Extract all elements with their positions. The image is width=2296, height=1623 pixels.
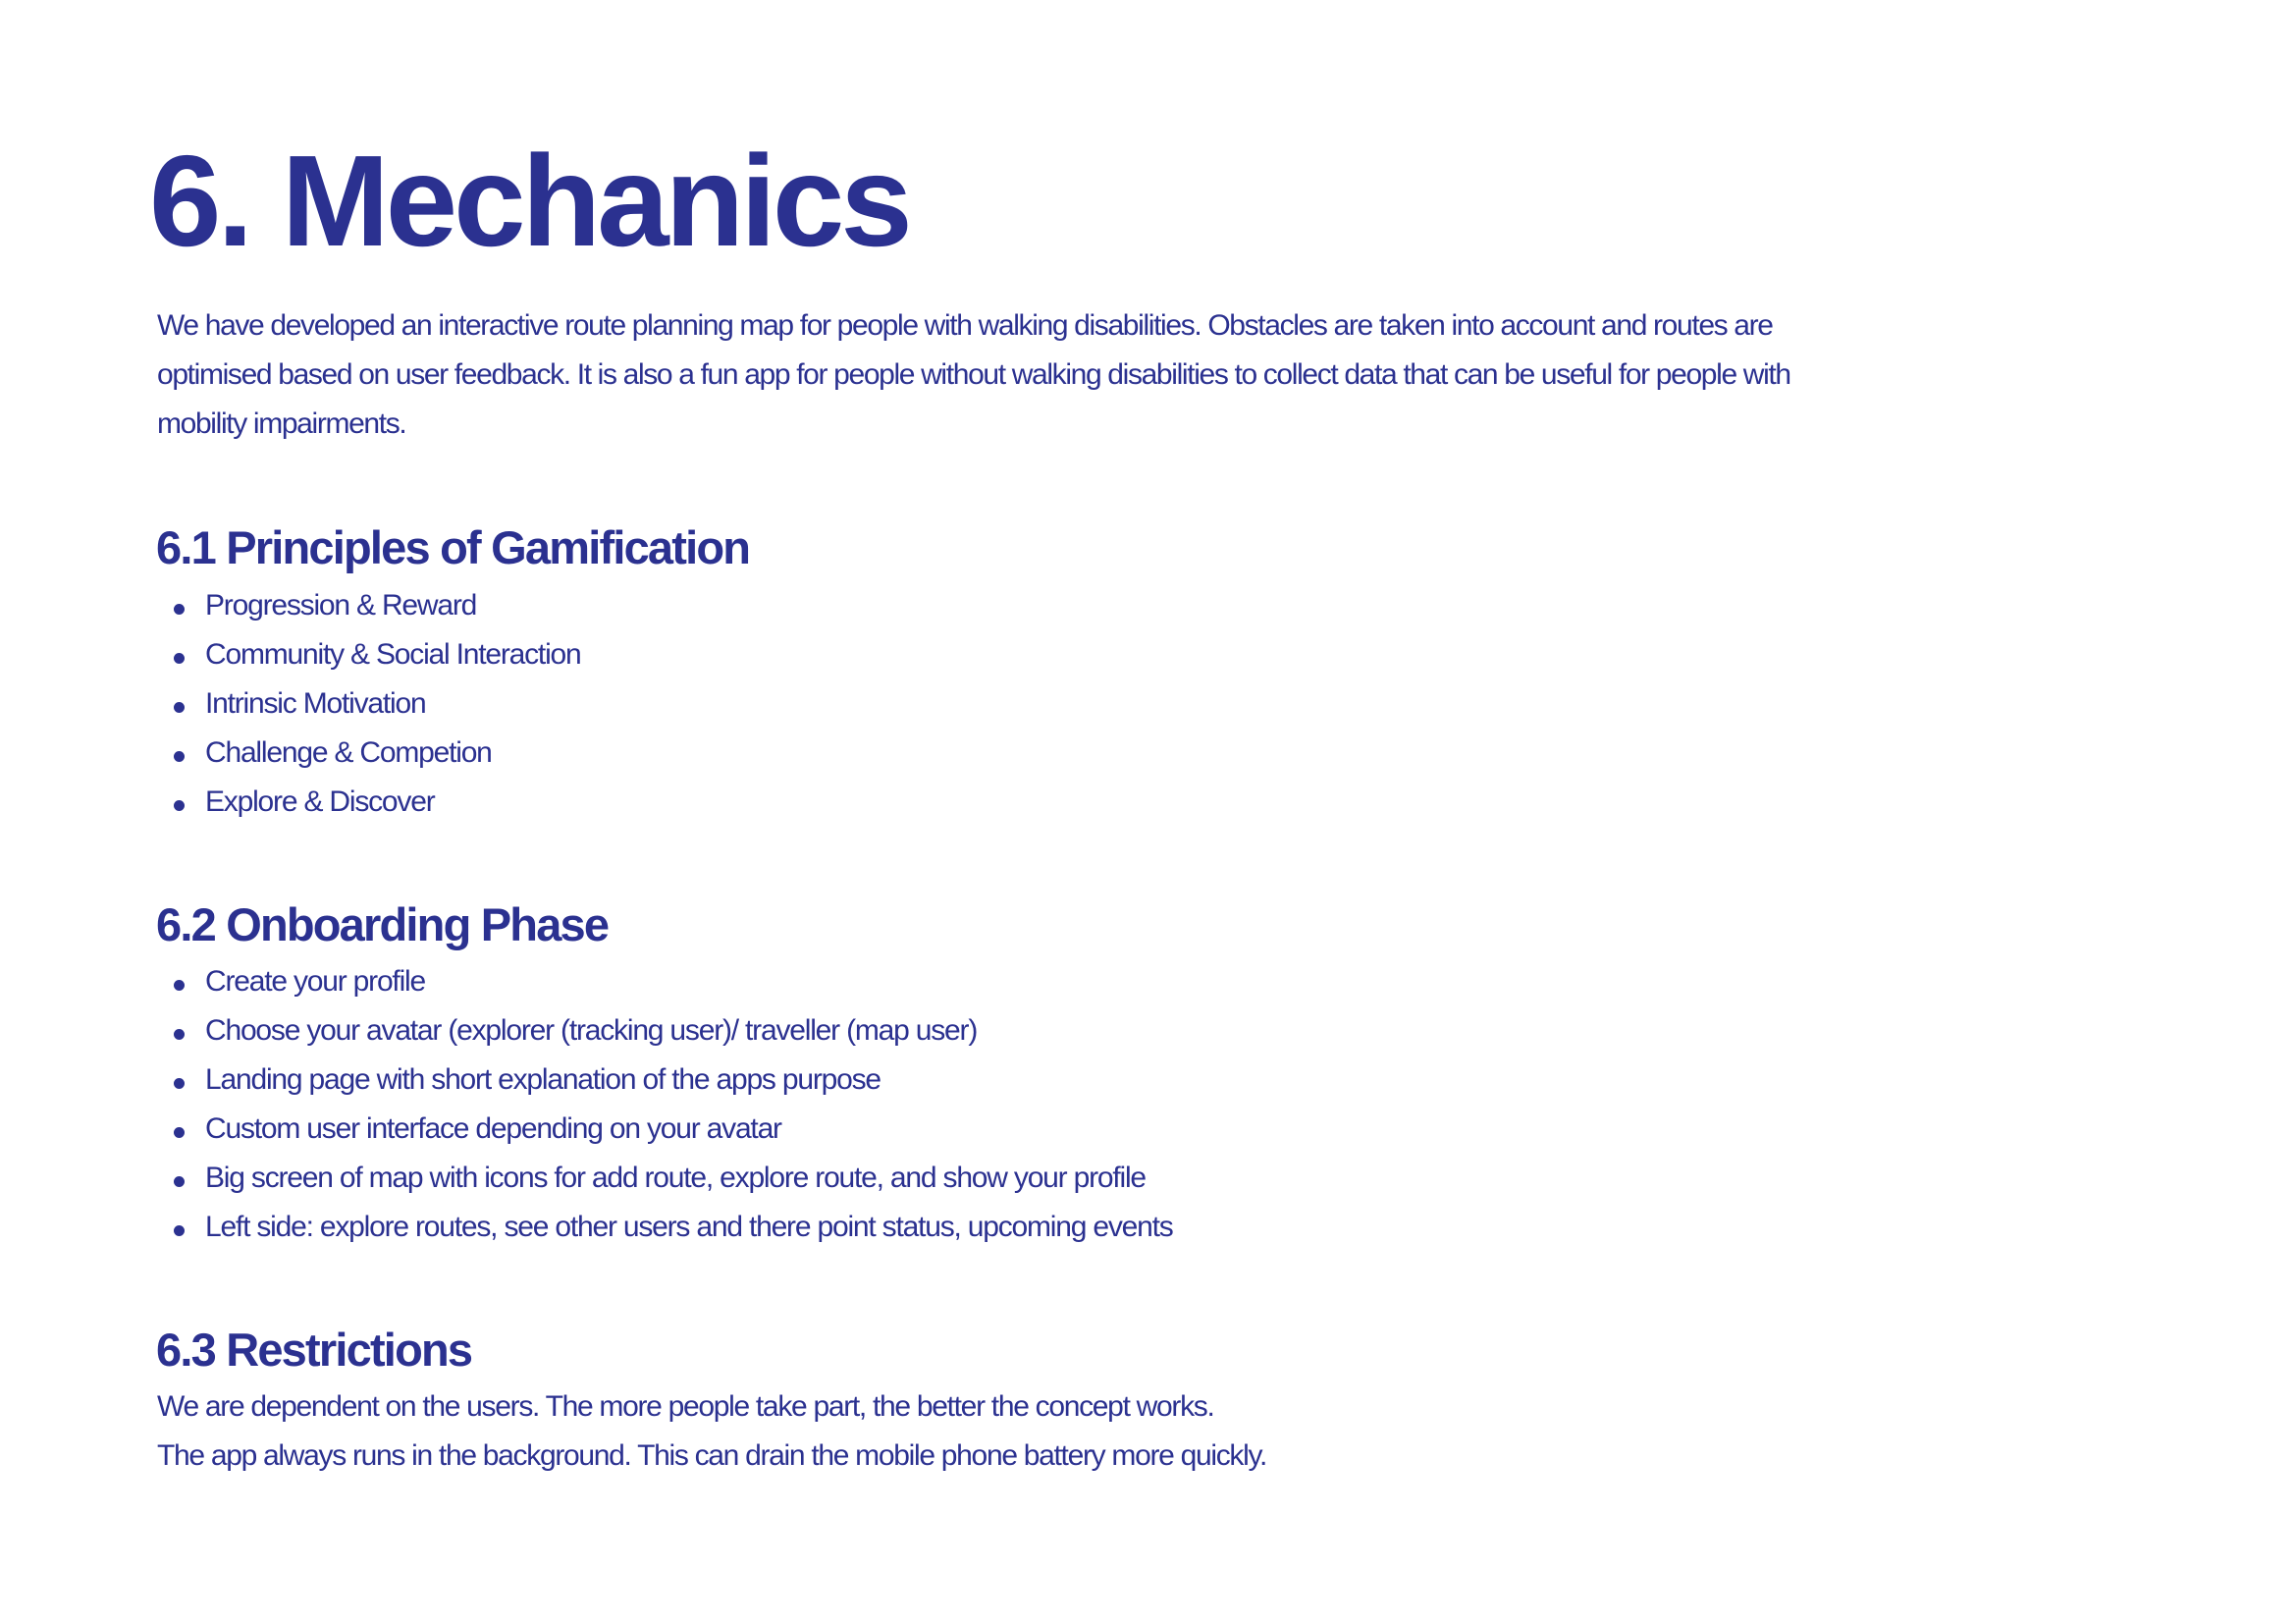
- list-item-text: Challenge & Competion: [205, 736, 492, 769]
- list-item: [157, 778, 581, 827]
- restriction-line: The app always runs in the background. This can drain the mobile phone battery more quickly.: [157, 1439, 1266, 1472]
- list-item-text: Landing page with short explanation of the apps purpose: [205, 1063, 881, 1096]
- list-item-text: Choose your avatar (explorer (tracking user)/ traveller (map user): [205, 1014, 978, 1047]
- bullet-icon: [174, 1225, 185, 1236]
- list-item-text: Explore & Discover: [205, 785, 435, 818]
- bullet-icon: [174, 1176, 185, 1187]
- list-item-text: Create your profile: [205, 965, 425, 998]
- list-item: [157, 630, 581, 679]
- bullet-icon: [174, 800, 185, 811]
- intro-line: We have developed an interactive route planning map for people with walking disabilities. Obstacles are taken into account and routes are: [157, 309, 1773, 342]
- list-item-text: Intrinsic Motivation: [205, 687, 426, 720]
- bullet-icon: [174, 751, 185, 762]
- list-item-text: Community & Social Interaction: [205, 638, 581, 671]
- list-item: [157, 729, 581, 778]
- bullet-icon: [174, 604, 185, 615]
- restriction-line: We are dependent on the users. The more people take part, the better the concept works.: [157, 1390, 1214, 1423]
- list-item: [157, 1203, 1173, 1252]
- list-item: [157, 1055, 1173, 1105]
- list-item: [157, 1105, 1173, 1154]
- bullet-list: [157, 957, 1173, 1252]
- bullet-icon: [174, 1127, 185, 1138]
- intro-line: mobility impairments.: [157, 407, 406, 440]
- list-item-text: Big screen of map with icons for add route, explore route, and show your profile: [205, 1162, 1146, 1194]
- list-item: [157, 1006, 1173, 1055]
- list-item: [157, 581, 581, 630]
- bullet-icon: [174, 1029, 185, 1040]
- list-item: [157, 957, 1173, 1006]
- section-heading: 6.1 Principles of Gamification: [156, 521, 750, 573]
- bullet-list: [157, 581, 581, 827]
- list-item: [157, 679, 581, 729]
- bullet-icon: [174, 702, 185, 713]
- list-item-text: Left side: explore routes, see other users and there point status, upcoming events: [205, 1211, 1173, 1243]
- list-item-text: Custom user interface depending on your avatar: [205, 1112, 781, 1145]
- bullet-icon: [174, 653, 185, 664]
- list-item-text: Progression & Reward: [205, 589, 477, 622]
- intro-line: optimised based on user feedback. It is also a fun app for people without walking disabilities to collect data that can be useful for people with: [157, 358, 1790, 391]
- section-heading: 6.3 Restrictions: [156, 1324, 472, 1376]
- bullet-icon: [174, 1078, 185, 1089]
- page-title: 6. Mechanics: [149, 129, 909, 273]
- list-item: [157, 1154, 1173, 1203]
- section-heading: 6.2 Onboarding Phase: [156, 898, 609, 950]
- bullet-icon: [174, 980, 185, 991]
